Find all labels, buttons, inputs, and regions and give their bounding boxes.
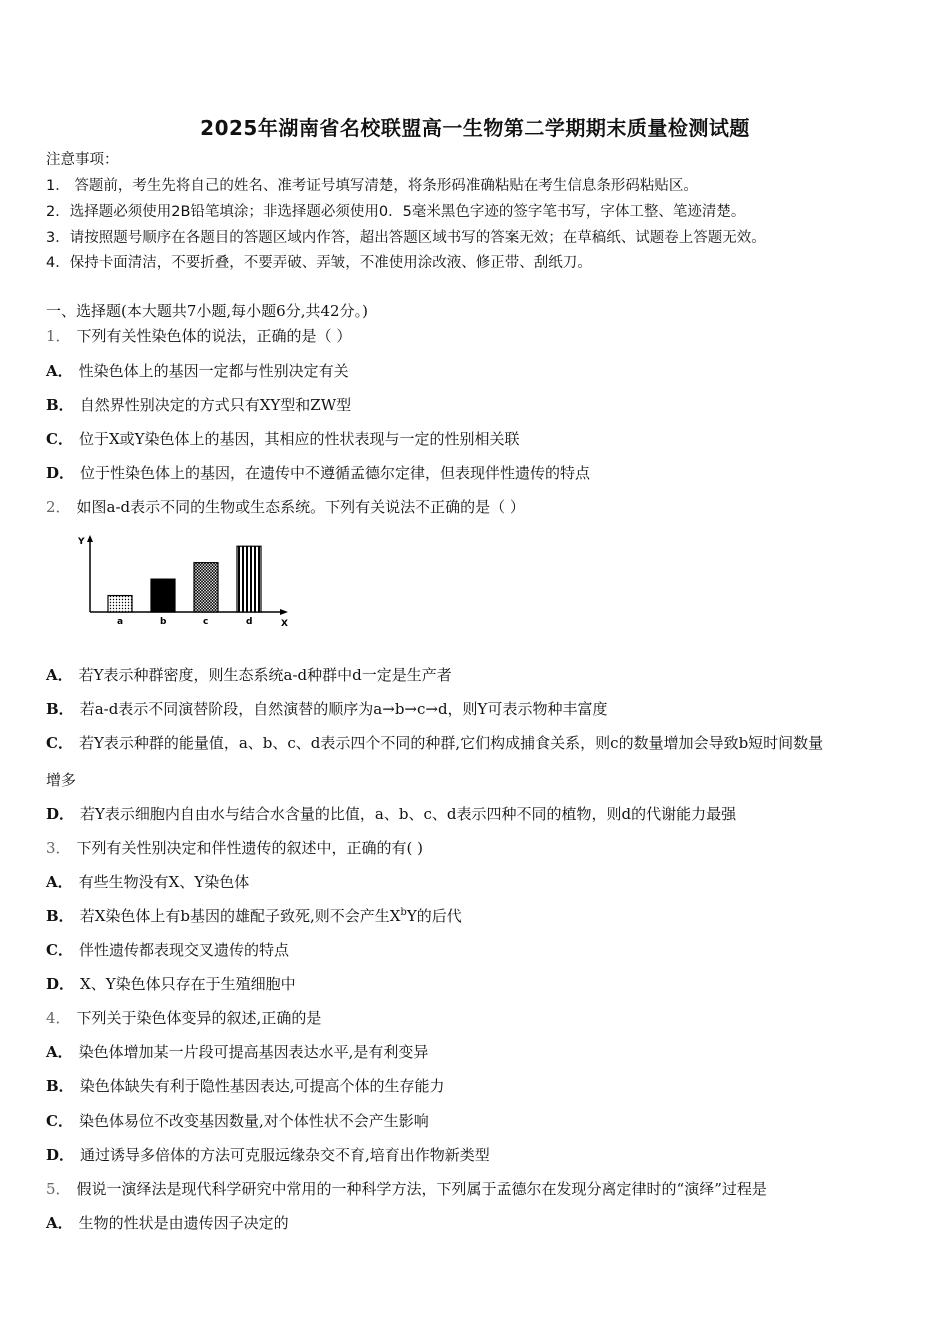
tick-label-b: b [160, 617, 167, 627]
option-text: 若Y表示种群的能量值，a、b、c、d表示四个不同的种群,它们构成捕食关系，则c的数量增加会导致b短时间数量 [78, 734, 824, 752]
option-letter: D． [46, 1146, 75, 1164]
q1-option-b[interactable] [46, 395, 351, 415]
option-text: 若a-d表示不同演替阶段，自然演替的顺序为a→b→c→d，则Y可表示物种丰富度 [79, 700, 608, 718]
notice-item-2: 2．选择题必须使用2B铅笔填涂；非选择题必须使用0．5毫米黑色字迹的签字笔书写，字体工整、笔迹清楚。 [46, 204, 746, 220]
option-text: 伴性遗传都表现交叉遗传的特点 [78, 941, 289, 959]
option-letter: B． [46, 396, 74, 414]
question-number: 5． [46, 1180, 71, 1198]
q4-option-d[interactable] [46, 1145, 490, 1165]
bar-chart [70, 532, 300, 632]
q1-option-d[interactable] [46, 463, 590, 483]
question-text: 下列有关性别决定和伴性遗传的叙述中，正确的有( ) [76, 839, 424, 857]
q3-option-b[interactable] [46, 906, 462, 926]
tick-label-c: c [203, 617, 209, 627]
q2-option-b[interactable] [46, 699, 607, 719]
q3-option-a[interactable] [46, 872, 249, 892]
option-letter: B． [46, 700, 74, 718]
q5-option-a[interactable] [46, 1213, 289, 1233]
question-text: 下列有关性染色体的说法，正确的是（ ） [76, 327, 352, 345]
question-2-stem [46, 497, 525, 517]
q3-option-d[interactable] [46, 974, 296, 994]
bar-c [194, 563, 218, 612]
y-axis-arrow-icon [87, 535, 93, 542]
option-text: 染色体缺失有利于隐性基因表达,可提高个体的生存能力 [79, 1077, 445, 1095]
option-letter: D． [46, 975, 75, 993]
question-text: 假说一演绎法是现代科学研究中常用的一种科学方法，下列属于孟德尔在发现分离定律时的“演绎”过程是 [76, 1180, 767, 1198]
question-1-stem [46, 326, 351, 346]
option-letter: D． [46, 805, 75, 823]
option-text: 若Y表示细胞内自由水与结合水含量的比值，a、b、c、d表示四种不同的植物，则d的代谢能力最强 [80, 805, 737, 823]
notice-item-1: 1． 答题前，考生先将自己的姓名、准考证号填写清楚，将条形码准确粘贴在考生信息条形码粘贴区。 [46, 178, 698, 194]
q3-option-c[interactable] [46, 940, 289, 960]
option-text: 性染色体上的基因一定都与性别决定有关 [78, 362, 349, 380]
q2-option-c[interactable] [46, 733, 823, 753]
option-text: 位于X或Y染色体上的基因，其相应的性状表现与一定的性别相关联 [78, 430, 520, 448]
bar-b [151, 579, 175, 612]
bar-d [237, 546, 261, 612]
question-number: 1． [46, 327, 71, 345]
option-text: X、Y染色体只存在于生殖细胞中 [80, 975, 296, 993]
option-text: 若X染色体上有b基因的雄配子致死,则不会产生X [79, 907, 401, 925]
notice-item-3: 3．请按照题号顺序在各题目的答题区域内作答，超出答题区域书写的答案无效；在草稿纸、试题卷上答题无效。 [46, 230, 766, 246]
question-4-stem [46, 1008, 321, 1028]
x-axis-arrow-icon [280, 609, 288, 615]
option-letter: C． [46, 430, 73, 448]
notice-item-4: 4．保持卡面清洁，不要折叠，不要弄破、弄皱，不准使用涂改液、修正带、刮纸刀。 [46, 255, 592, 271]
x-axis-label: X [281, 619, 288, 629]
q4-option-c[interactable] [46, 1111, 429, 1131]
option-letter: C． [46, 941, 73, 959]
option-letter: C． [46, 734, 73, 752]
question-text: 如图a-d表示不同的生物或生态系统。下列有关说法不正确的是（ ） [76, 498, 525, 516]
option-letter: A． [46, 873, 73, 891]
option-letter: B． [46, 907, 74, 925]
option-text: 染色体易位不改变基因数量,对个体性状不会产生影响 [78, 1112, 429, 1130]
q4-option-b[interactable] [46, 1076, 444, 1096]
tick-label-a: a [117, 617, 124, 627]
option-text: 染色体增加某一片段可提高基因表达水平,是有利变异 [78, 1043, 429, 1061]
option-text: 有些生物没有X、Y染色体 [78, 873, 250, 891]
question-5-stem [46, 1179, 767, 1199]
option-text: 增多 [46, 771, 77, 789]
y-axis-label: Y [78, 537, 85, 547]
question-text: 下列关于染色体变异的叙述,正确的是 [76, 1009, 322, 1027]
option-text: 若Y表示种群密度，则生态系统a-d种群中d一定是生产者 [78, 666, 452, 684]
q2-option-d[interactable] [46, 804, 736, 824]
option-text: Y的后代 [406, 907, 462, 925]
option-letter: A． [46, 666, 73, 684]
question-number: 2． [46, 498, 71, 516]
option-letter: D． [46, 464, 75, 482]
option-text: 位于性染色体上的基因，在遗传中不遵循孟德尔定律，但表现伴性遗传的特点 [80, 464, 591, 482]
q2-option-c-continued [46, 770, 76, 790]
q1-option-a[interactable] [46, 361, 349, 381]
option-letter: A． [46, 1043, 73, 1061]
option-letter: A． [46, 1214, 73, 1232]
option-text: 通过诱导多倍体的方法可克服远缘杂交不育,培育出作物新类型 [80, 1146, 490, 1164]
option-letter: C． [46, 1112, 73, 1130]
option-letter: B． [46, 1077, 74, 1095]
question-3-stem [46, 838, 423, 858]
q2-option-a[interactable] [46, 665, 452, 685]
section-heading: 一、选择题(本大题共7小题,每小题6分,共42分。) [46, 302, 368, 320]
q4-option-a[interactable] [46, 1042, 428, 1062]
option-letter: A． [46, 362, 73, 380]
page-title: 2025年湖南省名校联盟高一生物第二学期期末质量检测试题 [200, 116, 750, 140]
superscript: b [400, 907, 407, 918]
notice-heading: 注意事项： [46, 152, 119, 168]
question-number: 3． [46, 839, 71, 857]
option-text: 自然界性别决定的方式只有XY型和ZW型 [79, 396, 352, 414]
question-number: 4． [46, 1009, 71, 1027]
q1-option-c[interactable] [46, 429, 520, 449]
option-text: 生物的性状是由遗传因子决定的 [78, 1214, 289, 1232]
tick-label-d: d [246, 617, 253, 627]
bar-a [108, 596, 132, 612]
